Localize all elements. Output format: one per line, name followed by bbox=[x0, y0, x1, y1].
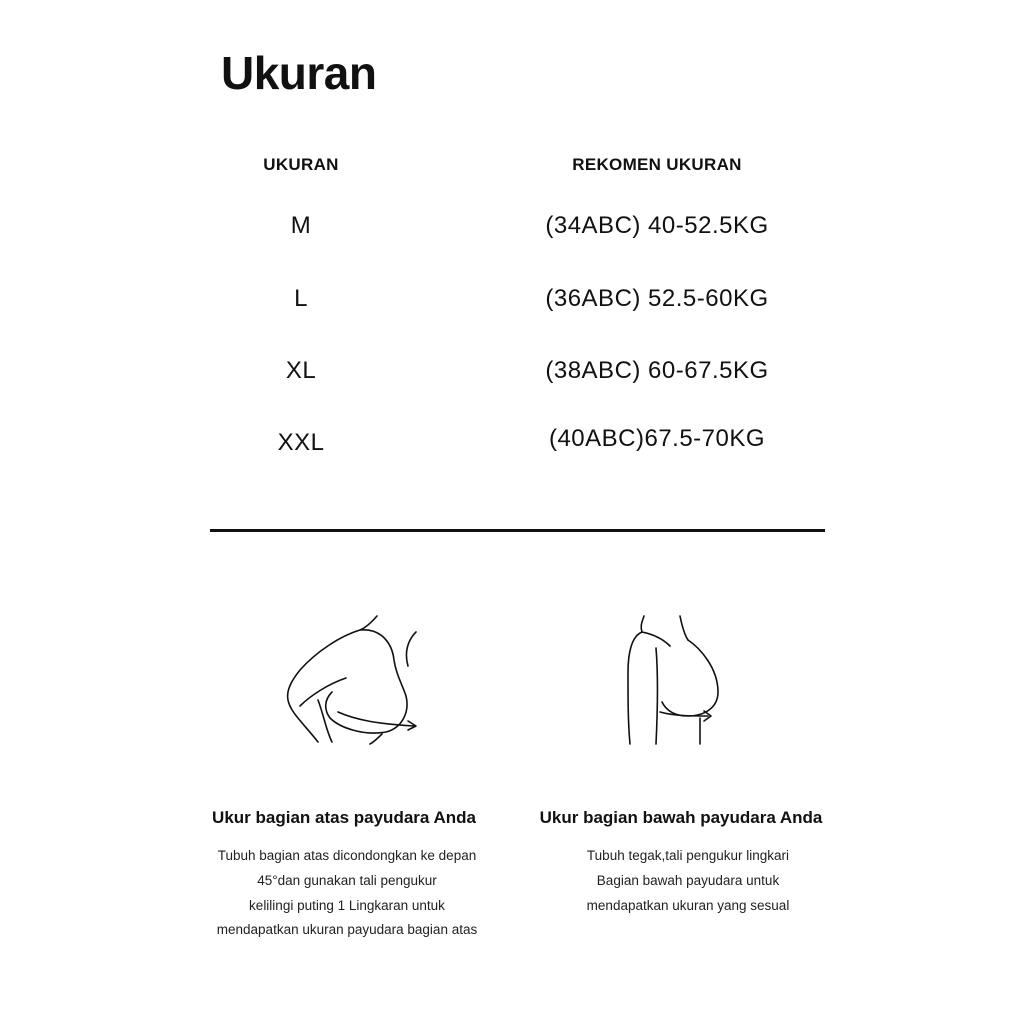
size-cell: XXL bbox=[277, 429, 325, 456]
description-line: Bagian bawah payudara untuk bbox=[596, 872, 780, 888]
description-line: Tubuh tegak,tali pengukur lingkari bbox=[586, 848, 790, 863]
recommendation-cell: (36ABC) 52.5-60KG bbox=[545, 285, 769, 312]
description-line: kelilingi puting 1 Lingkaran untuk bbox=[249, 897, 445, 913]
upper-bust-title: Ukur bagian atas payudara Anda bbox=[212, 808, 476, 827]
under-bust-title: Ukur bagian bawah payudara Anda bbox=[539, 808, 823, 827]
description-line: mendapatkan ukuran payudara bagian atas bbox=[216, 922, 478, 938]
size-cell: XL bbox=[285, 357, 317, 384]
column-header-size: UKURAN bbox=[263, 155, 339, 174]
column-header-recommendation: REKOMEN UKURAN bbox=[572, 155, 742, 174]
size-cell: L bbox=[294, 285, 308, 312]
under-bust-description bbox=[587, 844, 790, 918]
recommendation-cell: (40ABC)67.5-70KG bbox=[548, 425, 766, 452]
description-line: 45°dan gunakan tali pengukur bbox=[257, 872, 437, 888]
section-divider bbox=[210, 529, 825, 532]
upper-bust-measure-illustration bbox=[280, 612, 430, 752]
under-bust-measure-illustration bbox=[622, 612, 732, 752]
recommendation-cell: (38ABC) 60-67.5KG bbox=[545, 357, 769, 384]
upper-bust-description bbox=[217, 844, 477, 943]
page-title: Ukuran bbox=[221, 47, 377, 99]
recommendation-cell: (34ABC) 40-52.5KG bbox=[545, 212, 769, 239]
description-line: mendapatkan ukuran yang sesual bbox=[586, 897, 790, 913]
description-line: Tubuh bagian atas dicondongkan ke depan bbox=[217, 848, 477, 863]
size-cell: M bbox=[290, 212, 312, 239]
